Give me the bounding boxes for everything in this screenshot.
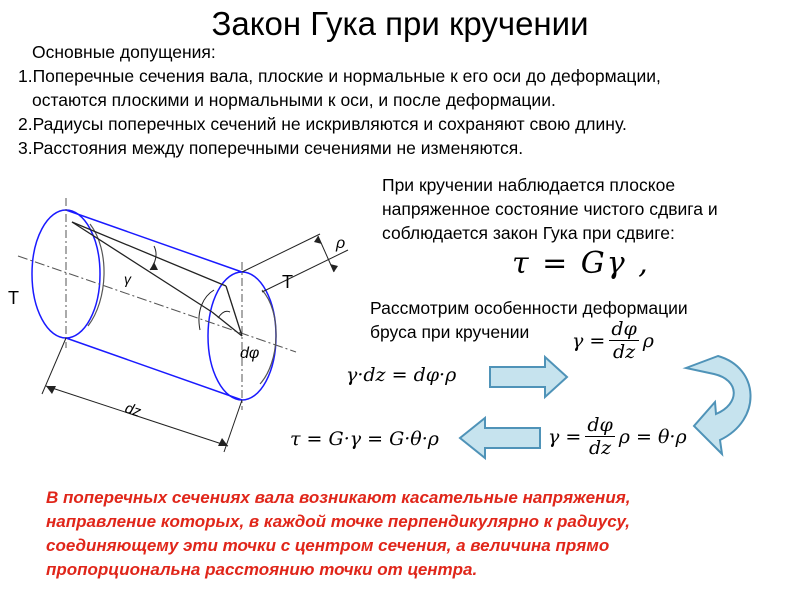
conclusion-line-3: соединяющему эти точки с центром сечения, а величина прямо	[46, 536, 610, 555]
dz-arrow-head-2	[218, 438, 228, 446]
assumption-3: 3.Расстояния между поперечными сечениями не изменяются.	[18, 138, 524, 158]
assumption-1-line-2: остаются плоскими и нормальными к оси, и после деформации.	[32, 90, 556, 110]
eq4-rest: ρ = θ·ρ	[618, 425, 687, 448]
shaft-bottom-edge	[66, 338, 242, 400]
deformation-line-1: Рассмотрим особенности деформации	[370, 298, 688, 318]
eq4-denominator: dz	[588, 437, 612, 459]
dphi-label: dφ	[240, 345, 260, 362]
eq2-lhs: γ =	[572, 329, 606, 352]
generatrix-original	[72, 222, 226, 286]
dz-arrow-head-1	[46, 386, 56, 394]
hooke-law-formula: τ = Gγ ,	[512, 246, 650, 281]
dphi-arc	[218, 311, 230, 318]
eq4-numerator: dφ	[587, 414, 613, 436]
rho-ext-1	[242, 234, 320, 272]
conclusion-line-4: пропорциональна расстоянию точки от центра.	[46, 560, 478, 579]
dz-ext-1	[42, 338, 66, 394]
rho-arrow-head-1	[314, 236, 322, 244]
rho-arrow-head-2	[330, 264, 338, 272]
assumption-1-line-1: 1.Поперечные сечения вала, плоские и нормальные к его оси до деформации,	[18, 66, 661, 86]
equation-tau: τ = G·γ = G·θ·ρ	[290, 428, 439, 450]
equation-gamma-dz: γ·dz = dφ·ρ	[346, 364, 457, 386]
conclusion-paragraph	[46, 486, 766, 582]
deformation-line-2: бруса при кручении	[370, 322, 530, 342]
shear-line-3: соблюдается закон Гука при сдвиге:	[382, 223, 675, 243]
eq2-numerator: dφ	[611, 318, 637, 340]
shear-line-2: напряженное состояние чистого сдвига и	[382, 199, 718, 219]
dz-label: dz	[122, 399, 144, 421]
shear-line-1: При кручении наблюдается плоское	[382, 175, 676, 195]
conclusion-line-1: В поперечных сечениях вала возникают касательные напряжения,	[46, 488, 631, 507]
eq2-denominator: dz	[612, 341, 636, 363]
eq2-rest: ρ	[642, 329, 654, 352]
torque-label-right: T	[282, 272, 293, 292]
assumptions-heading: Основные допущения:	[32, 42, 216, 62]
torque-arrow-right	[199, 290, 214, 330]
left-end-inner-arc	[88, 224, 104, 326]
assumption-2: 2.Радиусы поперечных сечений не искривляются и сохраняют свою длину.	[18, 114, 627, 134]
gamma-arrow-head	[150, 262, 158, 270]
dz-ext-2	[224, 400, 242, 452]
conclusion-line-2: направление которых, в каждой точке перпендикулярно к радиусу,	[46, 512, 630, 531]
eq4-lhs: γ =	[548, 425, 582, 448]
right-end-inner-arc	[260, 290, 276, 384]
torque-label-left: T	[8, 288, 19, 308]
rho-label: ρ	[336, 235, 346, 252]
gamma-label: γ	[124, 271, 131, 287]
page-title: Закон Гука при кручении	[211, 5, 589, 42]
